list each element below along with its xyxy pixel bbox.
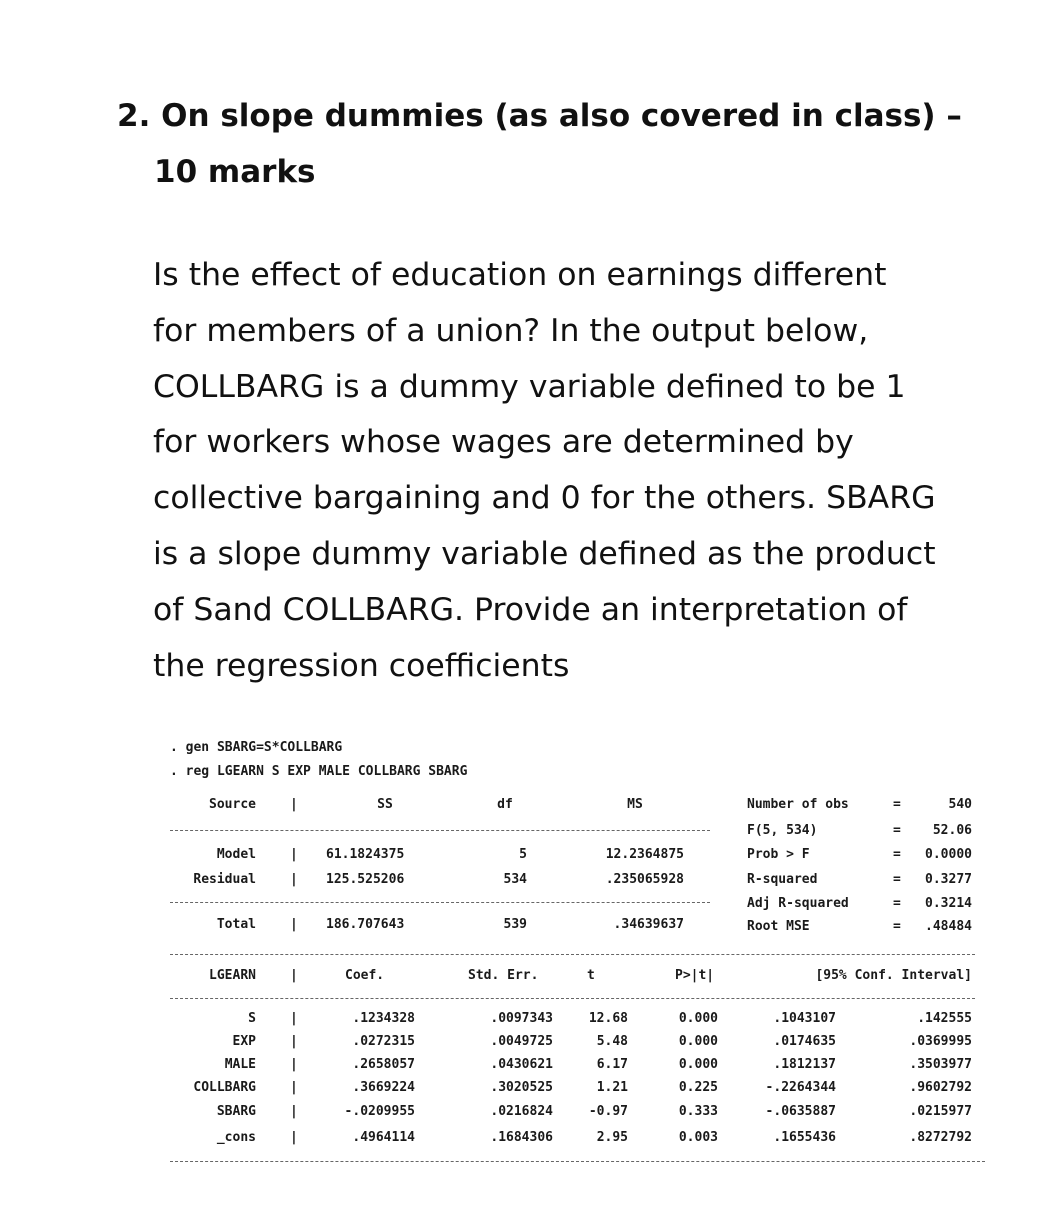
coef-header-se: Std. Err. <box>468 968 539 983</box>
coef-var-male: MALE <box>224 1057 256 1072</box>
anova-ms-residual: .235065928 <box>605 872 684 887</box>
coef-value: .4964114 <box>352 1130 415 1145</box>
stat-eq: = <box>893 847 901 862</box>
stat-label: R-squared <box>747 872 818 887</box>
coef-ci-high: .0369995 <box>909 1034 972 1049</box>
coef-ci-high: .8272792 <box>909 1130 972 1145</box>
coef-value: -.0209955 <box>344 1104 415 1119</box>
coef-value: .1234328 <box>352 1011 415 1026</box>
stat-eq: = <box>893 896 901 911</box>
coef-t: 6.17 <box>596 1057 628 1072</box>
divider-line <box>170 830 710 831</box>
column-separator: | <box>290 797 298 812</box>
coef-ci-high: .142555 <box>917 1011 972 1026</box>
command-gen: . gen SBARG=S*COLLBARG <box>170 740 343 755</box>
stat-value: 0.3277 <box>925 872 972 887</box>
coef-t: -0.97 <box>588 1104 628 1119</box>
command-reg: . reg LGEARN S EXP MALE COLLBARG SBARG <box>170 764 468 779</box>
coef-se: .0049725 <box>490 1034 553 1049</box>
column-separator: | <box>290 1057 298 1072</box>
coef-p: 0.333 <box>678 1104 718 1119</box>
question-text <box>153 248 1023 694</box>
stat-label: Root MSE <box>747 919 810 934</box>
column-separator: | <box>290 1104 298 1119</box>
coef-header-t: t <box>587 968 595 983</box>
stat-value: 0.0000 <box>925 847 972 862</box>
question-line: Is the effect of education on earnings different <box>153 257 887 293</box>
stat-value: 0.3214 <box>925 896 972 911</box>
coef-value: .2658057 <box>352 1057 415 1072</box>
column-separator: | <box>290 1034 298 1049</box>
coef-ci-low: .1812137 <box>773 1057 836 1072</box>
coef-ci-high: .0215977 <box>909 1104 972 1119</box>
column-separator: | <box>290 968 298 983</box>
divider-line <box>170 1161 985 1162</box>
anova-df-residual: 534 <box>503 872 527 887</box>
coef-ci-high: .9602792 <box>909 1080 972 1095</box>
column-separator: | <box>290 917 298 932</box>
coef-t: 2.95 <box>596 1130 628 1145</box>
coef-ci-high: .3503977 <box>909 1057 972 1072</box>
divider-line <box>170 902 710 903</box>
anova-header-ms: MS <box>627 797 643 812</box>
coef-value: .0272315 <box>352 1034 415 1049</box>
coef-value: .3669224 <box>352 1080 415 1095</box>
stat-label: Prob > F <box>747 847 810 862</box>
anova-ss-total: 186.707643 <box>326 917 405 932</box>
coef-p: 0.000 <box>678 1057 718 1072</box>
coef-se: .0430621 <box>490 1057 553 1072</box>
column-separator: | <box>290 1130 298 1145</box>
column-separator: | <box>290 847 298 862</box>
coef-se: .1684306 <box>490 1130 553 1145</box>
coef-p: 0.225 <box>678 1080 718 1095</box>
stat-label: Number of obs <box>747 797 849 812</box>
coef-ci-low: .0174635 <box>773 1034 836 1049</box>
stat-eq: = <box>893 919 901 934</box>
question-line: COLLBARG is a dummy variable defined to be 1 <box>153 368 906 405</box>
question-line: the regression coefficients <box>153 647 570 684</box>
anova-source-model: Model <box>216 847 256 862</box>
anova-ss-residual: 125.525206 <box>326 872 405 887</box>
column-separator: | <box>290 1080 298 1095</box>
coef-ci-low: -.0635887 <box>765 1104 836 1119</box>
coef-t: 12.68 <box>588 1011 628 1026</box>
coef-t: 5.48 <box>596 1034 628 1049</box>
stat-eq: = <box>893 823 901 838</box>
coef-var-sbarg: SBARG <box>216 1104 256 1119</box>
stat-value: 52.06 <box>932 823 972 838</box>
question-heading <box>117 88 997 200</box>
divider-line <box>170 954 975 955</box>
anova-df-total: 539 <box>503 917 527 932</box>
coef-var-exp: EXP <box>232 1034 256 1049</box>
coef-se: .0216824 <box>490 1104 553 1119</box>
coef-p: 0.000 <box>678 1034 718 1049</box>
anova-ss-model: 61.1824375 <box>326 847 405 862</box>
heading-line-2: 10 marks <box>154 154 316 190</box>
anova-header-source: Source <box>209 797 256 812</box>
anova-header-df: df <box>497 797 513 812</box>
question-line: for members of a union? In the output below, <box>153 312 869 349</box>
question-line: for workers whose wages are determined by <box>153 424 854 461</box>
stat-value: 540 <box>948 797 972 812</box>
coef-ci-low: -.2264344 <box>765 1080 836 1095</box>
coef-p: 0.003 <box>678 1130 718 1145</box>
coef-header-coef: Coef. <box>345 968 385 983</box>
coef-se: .0097343 <box>490 1011 553 1026</box>
stat-eq: = <box>893 797 901 812</box>
divider-line <box>170 998 975 999</box>
column-separator: | <box>290 872 298 887</box>
column-separator: | <box>290 1011 298 1026</box>
regression-output <box>165 736 980 1172</box>
stat-value: .48484 <box>925 919 972 934</box>
coef-header-var: LGEARN <box>209 968 256 983</box>
heading-line-1: 2. On slope dummies (as also covered in class) – <box>117 98 962 134</box>
anova-ms-model: 12.2364875 <box>605 847 684 862</box>
anova-source-total: Total <box>216 917 256 932</box>
coef-ci-low: .1655436 <box>773 1130 836 1145</box>
anova-header-ss: SS <box>377 797 393 812</box>
question-line: of Sand COLLBARG. Provide an interpretation of <box>153 591 908 628</box>
stat-label: Adj R-squared <box>747 896 849 911</box>
question-line: collective bargaining and 0 for the others. SBARG <box>153 480 936 517</box>
coef-t: 1.21 <box>596 1080 628 1095</box>
coef-p: 0.000 <box>678 1011 718 1026</box>
coef-var-s: S <box>248 1011 256 1026</box>
stat-label: F(5, 534) <box>747 823 818 838</box>
coef-header-p: P>|t| <box>675 968 715 983</box>
coef-se: .3020525 <box>490 1080 553 1095</box>
question-line: is a slope dummy variable defined as the product <box>153 535 936 572</box>
anova-df-model: 5 <box>519 847 527 862</box>
coef-var-collbarg: COLLBARG <box>193 1080 256 1095</box>
stat-eq: = <box>893 872 901 887</box>
coef-ci-low: .1043107 <box>773 1011 836 1026</box>
anova-source-residual: Residual <box>193 872 256 887</box>
coef-header-ci: [95% Conf. Interval] <box>815 968 972 983</box>
coef-var-cons: _cons <box>216 1130 256 1145</box>
anova-ms-total: .34639637 <box>613 917 684 932</box>
